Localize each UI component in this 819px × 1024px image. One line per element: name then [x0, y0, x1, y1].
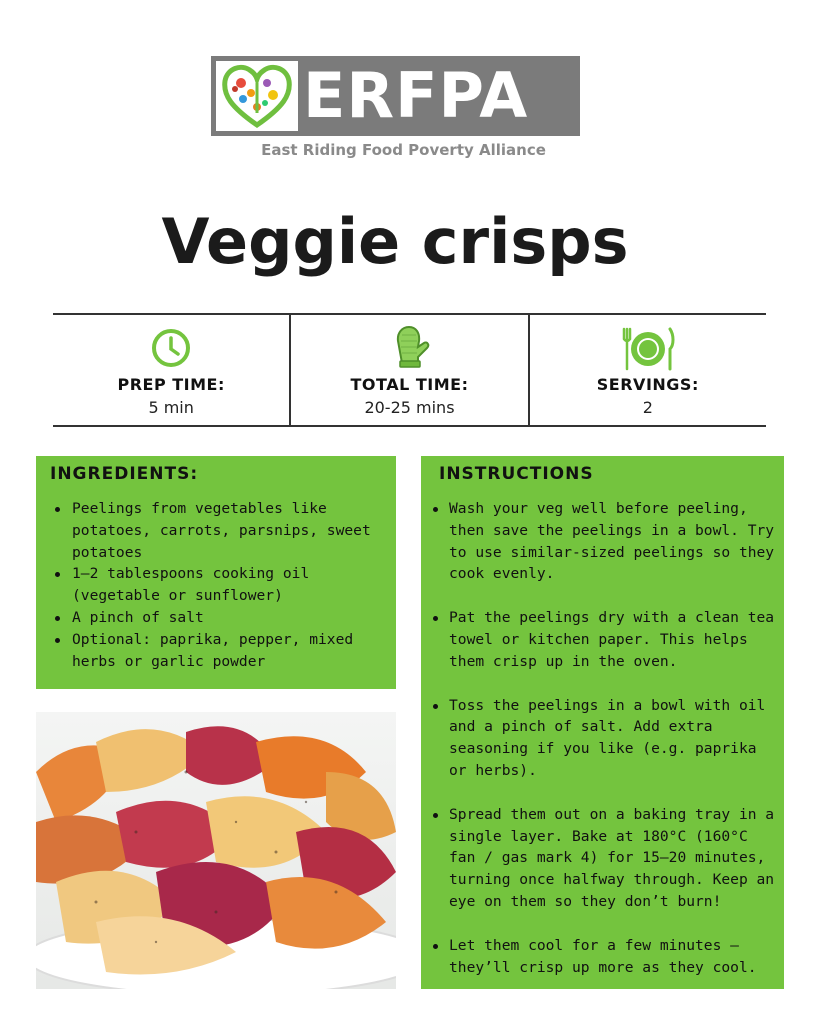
list-item: A pinch of salt	[50, 607, 386, 629]
stat-servings	[528, 315, 766, 425]
stat-total-time	[289, 315, 527, 425]
recipe-title: Veggie crisps	[161, 205, 629, 278]
logo-wordmark: ERFPA	[303, 59, 529, 132]
stat-label: TOTAL TIME:	[350, 375, 469, 394]
stat-label: PREP TIME:	[117, 375, 225, 394]
stat-value: 5 min	[148, 398, 194, 417]
stat-value: 2	[642, 398, 653, 417]
list-item: Wash your veg well before peeling, then save the peelings in a bowl. Try to use similar-sized peelings so they cook evenly.	[439, 498, 780, 585]
list-item: Peelings from vegetables like potatoes, carrots, parsnips, sweet potatoes	[50, 498, 386, 563]
heart-icon	[221, 63, 293, 129]
oven-mitt-icon	[388, 323, 430, 369]
list-item: Optional: paprika, pepper, mixed herbs or garlic powder	[50, 629, 386, 673]
list-item: 1–2 tablespoons cooking oil (vegetable or sunflower)	[50, 563, 386, 607]
instructions-title: INSTRUCTIONS	[439, 464, 594, 484]
stat-label: SERVINGS:	[596, 375, 699, 394]
crisps-illustration	[36, 712, 396, 989]
recipe-stats	[53, 313, 766, 427]
instructions-panel	[421, 456, 784, 989]
ingredients-list	[50, 498, 386, 672]
stat-prep-time	[53, 315, 289, 425]
logo	[211, 56, 580, 136]
logo-subtitle: East Riding Food Poverty Alliance	[261, 141, 546, 159]
veggie-crisps-photo	[36, 712, 396, 989]
ingredients-panel	[36, 456, 396, 689]
instructions-list	[439, 498, 780, 978]
plate-cutlery-icon	[618, 325, 678, 371]
logo-heart-badge	[216, 61, 298, 131]
list-item: Pat the peelings dry with a clean tea towel or kitchen paper. This helps them crisp up in the oven.	[439, 607, 780, 672]
list-item: Toss the peelings in a bowl with oil and a pinch of salt. Add extra seasoning if you like (e.g. paprika or herbs).	[439, 695, 780, 782]
list-item: Let them cool for a few minutes — they’ll crisp up more as they cool.	[439, 935, 780, 979]
list-item: Spread them out on a baking tray in a single layer. Bake at 180°C (160°C fan / gas mark 4) for 15–20 minutes, turning once halfway through. Keep an eye on them so they don’t burn!	[439, 804, 780, 913]
stat-value: 20-25 mins	[364, 398, 455, 417]
clock-icon	[150, 327, 192, 369]
ingredients-title: INGREDIENTS:	[50, 464, 199, 484]
